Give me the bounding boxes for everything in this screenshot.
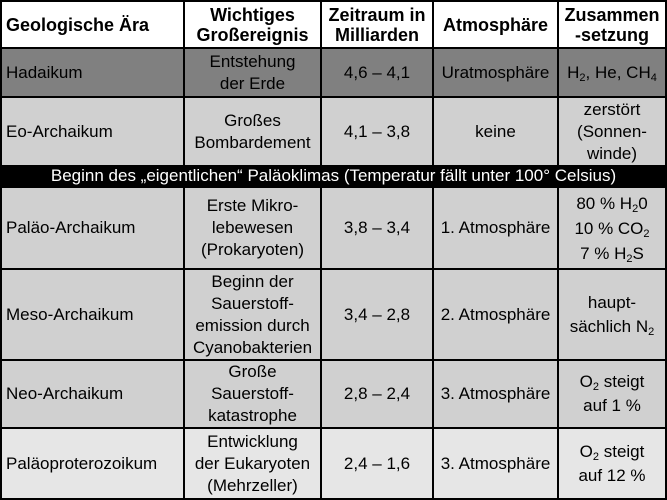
era-cell: Eo-Archaikum	[2, 98, 183, 165]
event-cell: Entwicklung der Eukaryoten (Mehrzeller)	[185, 429, 320, 498]
time-cell: 4,1 – 3,8	[322, 98, 432, 165]
event-cell: Großes Bombardement	[185, 98, 320, 165]
era-cell: Neo-Archaikum	[2, 361, 183, 427]
composition-cell: $O_2$ steigt auf 12 %	[559, 429, 665, 498]
atmosphere-cell: 2. Atmosphäre	[434, 270, 557, 359]
time-cell: 2,8 – 2,4	[322, 361, 432, 427]
atmosphere-cell: 1. Atmosphäre	[434, 188, 557, 268]
era-cell: Paläoproterozoikum	[2, 429, 183, 498]
time-cell: 2,4 – 1,6	[322, 429, 432, 498]
composition-cell: 80 % $H_20$ 10 % $CO_2$ 7 % $H_2S$	[559, 188, 665, 268]
event-cell: Beginn der Sauerstoff- emission durch Cyanobakterien	[185, 270, 320, 359]
time-cell: 3,8 – 3,4	[322, 188, 432, 268]
header-atmosphere: Atmosphäre	[434, 2, 557, 47]
era-cell: Hadaikum	[2, 49, 183, 96]
climate-band-row	[0, 165, 667, 187]
header-row	[0, 2, 667, 47]
era-cell: Meso-Archaikum	[2, 270, 183, 359]
atmosphere-cell: 3. Atmosphäre	[434, 361, 557, 427]
table-row	[0, 270, 667, 359]
era-cell: Paläo-Archaikum	[2, 188, 183, 268]
header-time: Zeitraum in Milliarden	[322, 2, 432, 47]
event-cell: Erste Mikro- lebewesen (Prokaryoten)	[185, 188, 320, 268]
atmosphere-cell: keine	[434, 98, 557, 165]
table-row	[0, 49, 667, 96]
event-cell: Große Sauerstoff- katastrophe	[185, 361, 320, 427]
composition-cell: zerstört (Sonnen- winde)	[559, 98, 665, 165]
climate-band: Beginn des „eigentlichen“ Paläoklimas (Temperatur fällt unter 100° Celsius)	[2, 165, 665, 187]
table-row	[0, 98, 667, 165]
header-event: Wichtiges Großereignis	[185, 2, 320, 47]
time-cell: 3,4 – 2,8	[322, 270, 432, 359]
composition-cell: $O_2$ steigt auf 1 %	[559, 361, 665, 427]
composition-cell: $H_2$, He, $CH_4$	[559, 49, 665, 96]
time-cell: 4,6 – 4,1	[322, 49, 432, 96]
atmosphere-cell: Uratmosphäre	[434, 49, 557, 96]
composition-cell: haupt- sächlich $N_2$	[559, 270, 665, 359]
table-row	[0, 188, 667, 268]
table-row	[0, 429, 667, 498]
header-era: Geologische Ära	[2, 2, 183, 47]
event-cell: Entstehung der Erde	[185, 49, 320, 96]
atmosphere-cell: 3. Atmosphäre	[434, 429, 557, 498]
header-composition: Zusammen -setzung	[559, 2, 665, 47]
table-row	[0, 361, 667, 427]
